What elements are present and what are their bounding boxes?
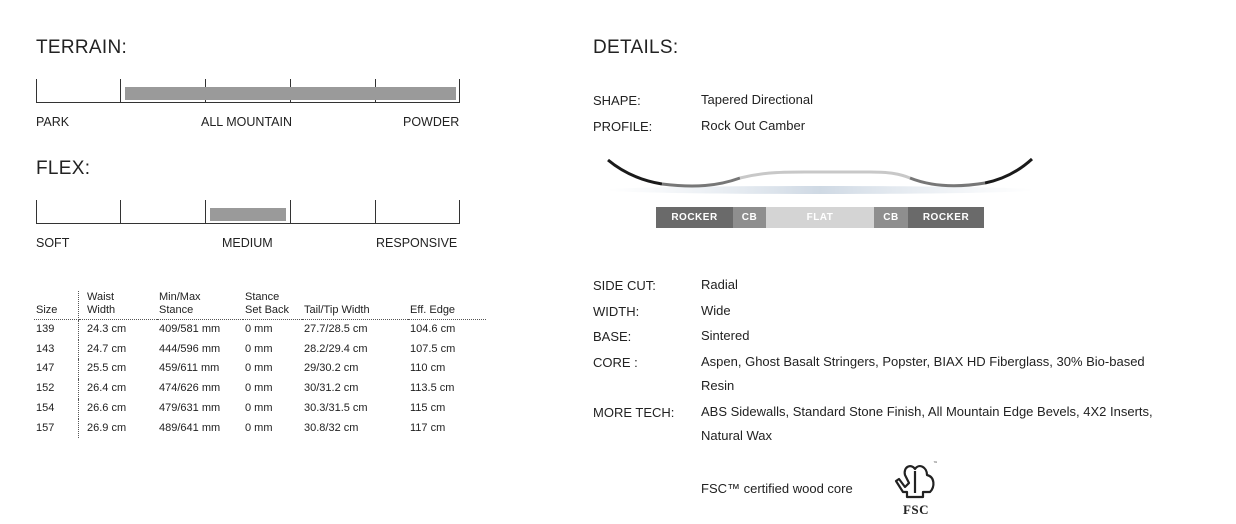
flex-heading: FLEX: [36, 158, 91, 179]
board-line-flat [740, 172, 910, 178]
more-tech-value [701, 400, 1153, 448]
cell-tailtip: 30.8/32 cm [304, 421, 359, 434]
cell-waist: 26.9 cm [87, 421, 127, 434]
board-line-rocker-right [985, 159, 1032, 183]
cell-edge: 107.5 cm [410, 342, 456, 355]
cell-stance: 479/631 mm [159, 401, 221, 414]
col-tail-tip-width: Tail/Tip Width [302, 291, 408, 320]
cell-edge: 110 cm [410, 362, 446, 375]
fsc-text: FSC™ certified wood core [701, 481, 853, 496]
shape-label: SHAPE: [593, 93, 641, 108]
terrain-range-bar [125, 87, 456, 100]
spec-table [34, 291, 486, 438]
width-value: Wide [701, 303, 731, 318]
col-stance [157, 291, 243, 320]
core-label: CORE : [593, 355, 638, 370]
more-tech-value-line2: Natural Wax [701, 428, 773, 443]
cell-size: 157 [34, 419, 79, 439]
cell-tailtip: 29/30.2 cm [304, 362, 359, 375]
terrain-tick [459, 79, 460, 103]
cell-setback: 0 mm [245, 323, 273, 335]
terrain-tick [120, 79, 121, 103]
profile-segment-rocker-left: ROCKER [656, 207, 733, 228]
more-tech-label: MORE TECH: [593, 405, 675, 420]
table-row [34, 419, 486, 439]
cell-waist: 24.7 cm [87, 342, 127, 355]
flex-label-soft: SOFT [36, 236, 70, 250]
table-row [34, 399, 486, 419]
cell-setback: 0 mm [245, 382, 273, 395]
col-setback-line2: Set Back [245, 304, 290, 316]
col-eff-edge: Eff. Edge [408, 291, 486, 320]
cell-waist: 26.4 cm [87, 382, 127, 395]
flex-tick [290, 200, 291, 224]
sidecut-label: SIDE CUT: [593, 278, 656, 293]
board-line-rocker-left [608, 160, 662, 184]
base-value: Sintered [701, 328, 750, 343]
flex-tick [205, 200, 206, 224]
table-row [34, 320, 486, 340]
cell-waist: 24.3 cm [87, 323, 127, 335]
cell-setback: 0 mm [245, 342, 273, 355]
cell-edge: 115 cm [410, 401, 446, 414]
flex-tick [375, 200, 376, 224]
profile-segment-rocker-right: ROCKER [908, 207, 984, 228]
cell-tailtip: 30/31.2 cm [304, 382, 359, 395]
more-tech-value-line1: ABS Sidewalls, Standard Stone Finish, All Mountain Edge Bevels, 4X2 Inserts, [701, 404, 1153, 419]
cell-size: 154 [34, 399, 79, 419]
cell-tailtip: 30.3/31.5 cm [304, 401, 368, 414]
width-label: WIDTH: [593, 304, 640, 319]
flex-scale [36, 200, 460, 224]
cell-stance: 474/626 mm [159, 382, 221, 395]
cell-tailtip: 27.7/28.5 cm [304, 323, 368, 335]
table-row [34, 359, 486, 379]
terrain-heading: TERRAIN: [36, 37, 128, 58]
profile-label: PROFILE: [593, 119, 653, 134]
fsc-logo-text: FSC [902, 502, 930, 517]
col-waist-line1: Waist [87, 291, 115, 303]
cell-setback: 0 mm [245, 401, 273, 414]
core-value [701, 350, 1145, 398]
flex-baseline [36, 223, 460, 224]
cell-stance: 489/641 mm [159, 421, 221, 434]
cell-edge: 104.6 cm [410, 323, 456, 335]
col-setback [243, 291, 302, 320]
details-heading: DETAILS: [593, 37, 679, 58]
board-line-cb-right [910, 178, 985, 186]
fsc-logo [893, 459, 939, 515]
cell-size: 139 [34, 320, 79, 340]
cell-edge: 113.5 cm [410, 382, 455, 395]
col-setback-line1: Stance [245, 291, 280, 303]
cell-stance: 459/611 mm [159, 362, 220, 375]
terrain-baseline [36, 102, 460, 103]
profile-segment-flat: FLAT [766, 207, 874, 228]
profile-segment-cb-right: CB [874, 207, 908, 228]
fsc-tree-icon [893, 459, 939, 499]
cell-size: 143 [34, 340, 79, 360]
flex-tick [459, 200, 460, 224]
board-line-cb-left [662, 178, 740, 186]
flex-label-medium: MEDIUM [222, 236, 273, 250]
cell-setback: 0 mm [245, 421, 273, 434]
col-size: Size [34, 291, 79, 320]
flex-tick [120, 200, 121, 224]
base-label: BASE: [593, 329, 632, 344]
flex-range-bar [210, 208, 287, 221]
cell-tailtip: 28.2/29.4 cm [304, 342, 368, 355]
cell-size: 152 [34, 379, 79, 399]
terrain-scale [36, 79, 460, 103]
cell-waist: 26.6 cm [87, 401, 127, 414]
table-row [34, 340, 486, 360]
cell-stance: 444/596 mm [159, 342, 221, 355]
cell-size: 147 [34, 359, 79, 379]
flex-tick [36, 200, 37, 224]
cell-stance: 409/581 mm [159, 323, 221, 335]
svg-text:™: ™ [933, 461, 938, 467]
col-stance-line1: Min/Max [159, 291, 201, 303]
sidecut-value: Radial [701, 277, 738, 292]
core-value-line2: Resin [701, 378, 735, 393]
terrain-label-park: PARK [36, 115, 70, 129]
table-row [34, 379, 486, 399]
col-stance-line2: Stance [159, 304, 194, 316]
profile-value: Rock Out Camber [701, 118, 806, 133]
col-waist-width [79, 291, 158, 320]
spec-table-header [34, 291, 486, 320]
core-value-line1: Aspen, Ghost Basalt Stringers, Popster, BIAX HD Fiberglass, 30% Bio-based [701, 354, 1145, 369]
terrain-tick [36, 79, 37, 103]
cell-waist: 25.5 cm [87, 362, 127, 375]
cell-setback: 0 mm [245, 362, 273, 375]
col-waist-line2: Width [87, 304, 116, 316]
terrain-label-all-mountain: ALL MOUNTAIN [201, 115, 292, 129]
terrain-label-powder: POWDER [403, 115, 460, 129]
profile-segment-cb-left: CB [733, 207, 766, 228]
shape-value: Tapered Directional [701, 92, 814, 107]
cell-edge: 117 cm [410, 421, 446, 434]
board-shadow [605, 186, 1035, 194]
flex-label-responsive: RESPONSIVE [376, 236, 458, 250]
board-profile-graphic [600, 150, 1040, 200]
